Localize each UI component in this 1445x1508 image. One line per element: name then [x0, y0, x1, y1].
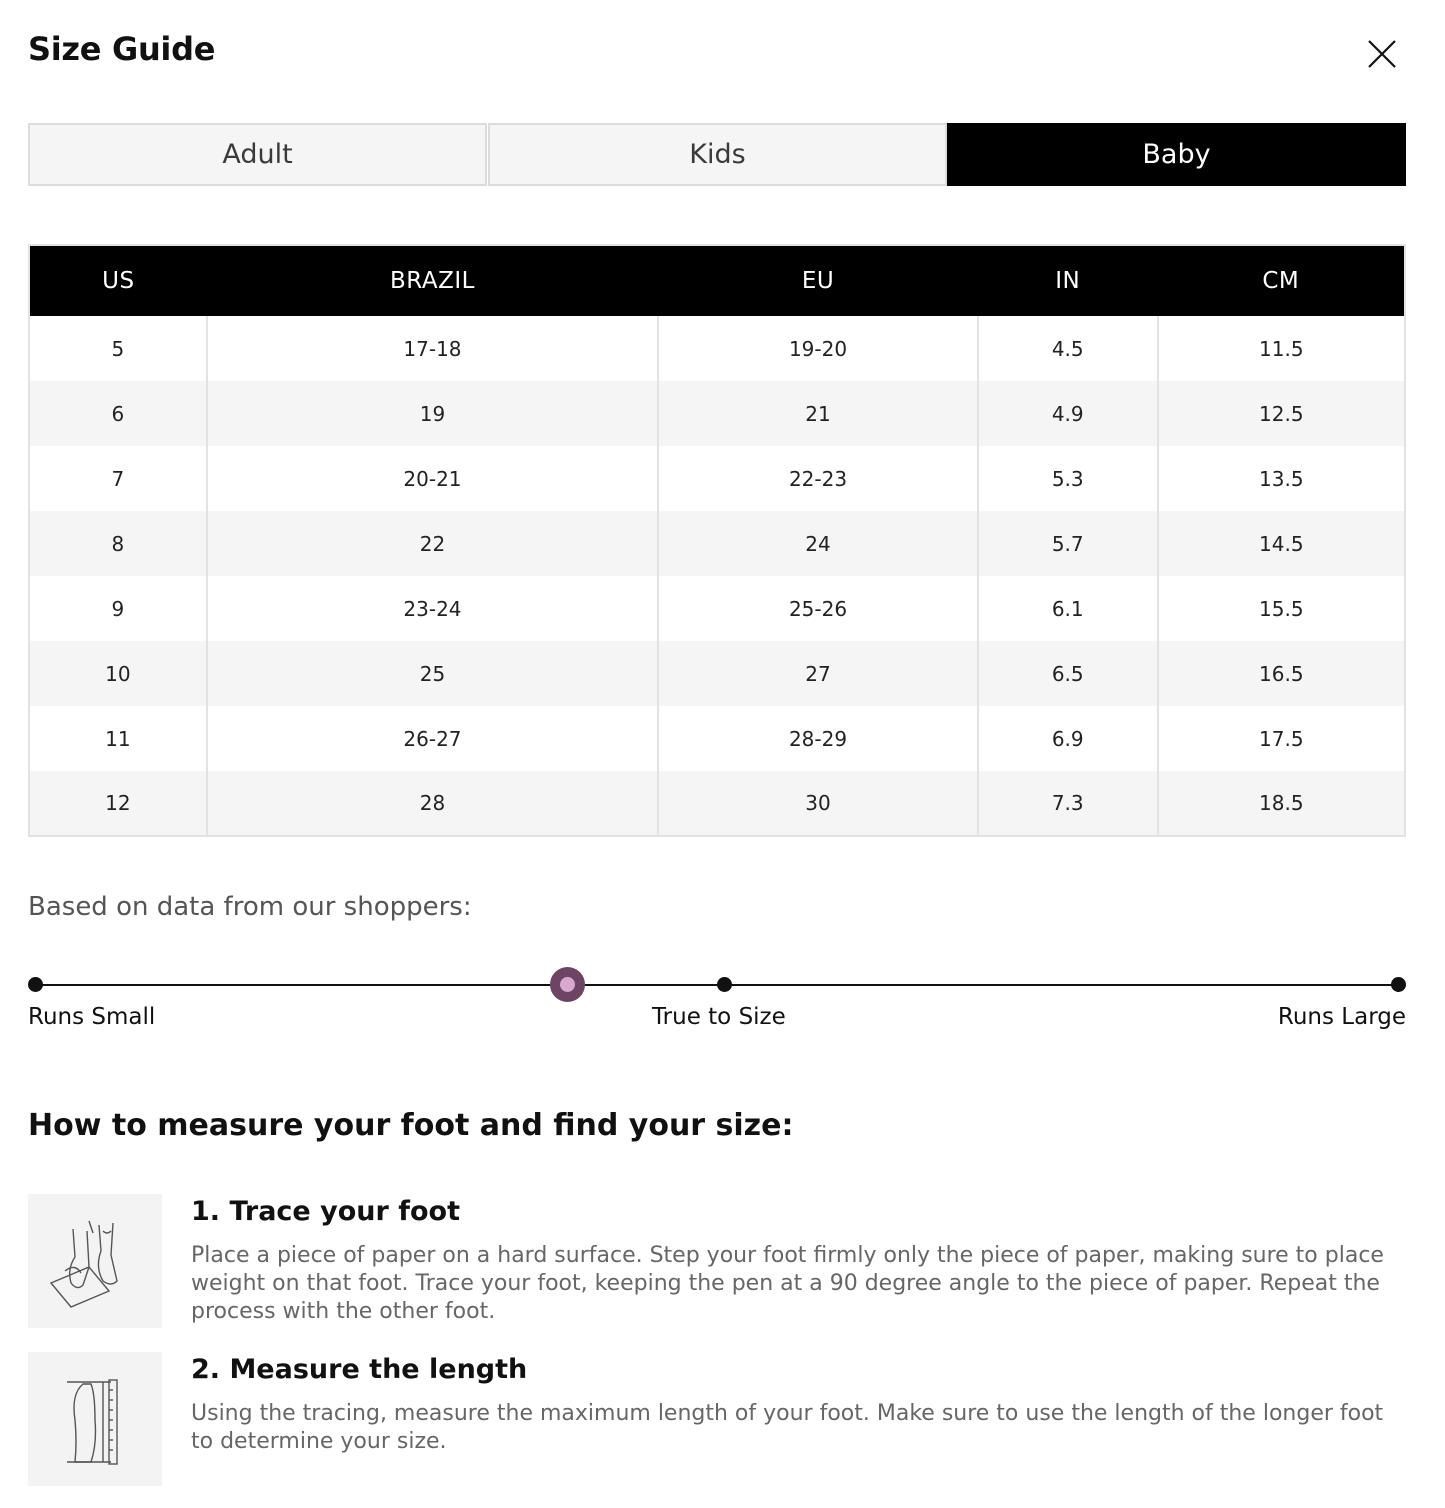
foot-tracing-icon: [45, 1211, 145, 1311]
fit-label-small: Runs Small: [28, 1004, 156, 1030]
table-cell: 6.1: [978, 576, 1158, 641]
table-cell: 10: [29, 641, 207, 706]
table-cell: 7.3: [978, 771, 1158, 836]
table-cell: 4.9: [978, 381, 1158, 446]
table-cell: 4.5: [978, 316, 1158, 381]
measure-step-length: [28, 1352, 1406, 1486]
table-cell: 20-21: [207, 446, 658, 511]
foot-ruler-icon: [45, 1364, 145, 1474]
table-cell: 22-23: [658, 446, 978, 511]
tab-kids[interactable]: Kids: [488, 123, 947, 186]
table-cell: 28-29: [658, 706, 978, 771]
table-cell: 30: [658, 771, 978, 836]
fit-dot-large: [1391, 977, 1406, 992]
table-row: [29, 706, 1405, 771]
step-text: Using the tracing, measure the maximum length of your foot. Make sure to use the length of the longer foot to determine your size.: [191, 1401, 1384, 1454]
fit-dot-small: [28, 977, 43, 992]
table-cell: 6.5: [978, 641, 1158, 706]
table-cell: 22: [207, 511, 658, 576]
table-cell: 17.5: [1158, 706, 1405, 771]
column-header-cm: CM: [1158, 245, 1405, 316]
tab-adult[interactable]: Adult: [28, 123, 487, 186]
column-header-eu: EU: [658, 245, 978, 316]
table-row: [29, 316, 1405, 381]
table-cell: 17-18: [207, 316, 658, 381]
fit-label-true: True to Size: [652, 1004, 786, 1030]
tab-baby[interactable]: Baby: [947, 123, 1406, 186]
table-cell: 25-26: [658, 576, 978, 641]
table-cell: 6.9: [978, 706, 1158, 771]
table-cell: 19: [207, 381, 658, 446]
column-header-us: US: [29, 245, 207, 316]
measure-heading: How to measure your foot and find your size:: [28, 1108, 794, 1143]
foot-tracing-image: [28, 1194, 162, 1328]
table-cell: 8: [29, 511, 207, 576]
table-cell: 26-27: [207, 706, 658, 771]
table-row: [29, 511, 1405, 576]
foot-ruler-image: [28, 1352, 162, 1486]
table-cell: 23-24: [207, 576, 658, 641]
table-cell: 11: [29, 706, 207, 771]
step-title: 1. Trace your foot: [191, 1196, 460, 1227]
table-row: [29, 641, 1405, 706]
table-row: [29, 446, 1405, 511]
table-cell: 6: [29, 381, 207, 446]
fit-rating-marker: [550, 967, 585, 1002]
size-category-tabs: [28, 123, 1406, 186]
table-cell: 5.3: [978, 446, 1158, 511]
fit-intro-text: Based on data from our shoppers:: [28, 892, 472, 922]
fit-label-large: Runs Large: [1277, 1004, 1406, 1030]
step-title: 2. Measure the length: [191, 1354, 528, 1385]
fit-rating-marker-center: [560, 977, 575, 992]
table-cell: 9: [29, 576, 207, 641]
modal-title: Size Guide: [28, 30, 216, 68]
table-cell: 28: [207, 771, 658, 836]
table-cell: 27: [658, 641, 978, 706]
table-cell: 11.5: [1158, 316, 1405, 381]
table-row: [29, 771, 1405, 836]
table-cell: 7: [29, 446, 207, 511]
measure-step-trace: [28, 1194, 1406, 1330]
table-cell: 16.5: [1158, 641, 1405, 706]
column-header-brazil: BRAZIL: [207, 245, 658, 316]
column-header-in: IN: [978, 245, 1158, 316]
step-text: Place a piece of paper on a hard surface. Step your foot firmly only the piece of paper, making sure to place weight on that foot. Trace your foot, keeping the pen at a 90 degree angle to the piece of paper. Repeat the process with the other foot.: [191, 1243, 1384, 1324]
table-cell: 24: [658, 511, 978, 576]
fit-scale: [28, 960, 1406, 1040]
table-row: [29, 381, 1405, 446]
table-cell: 14.5: [1158, 511, 1405, 576]
table-cell: 5.7: [978, 511, 1158, 576]
table-cell: 19-20: [658, 316, 978, 381]
table-row: [29, 576, 1405, 641]
table-cell: 5: [29, 316, 207, 381]
table-cell: 15.5: [1158, 576, 1405, 641]
table-cell: 25: [207, 641, 658, 706]
table-cell: 12: [29, 771, 207, 836]
size-table: [28, 244, 1406, 837]
table-cell: 13.5: [1158, 446, 1405, 511]
close-icon: [1367, 39, 1397, 69]
table-cell: 18.5: [1158, 771, 1405, 836]
table-header-row: [29, 245, 1405, 316]
table-cell: 21: [658, 381, 978, 446]
table-cell: 12.5: [1158, 381, 1405, 446]
close-button[interactable]: [1360, 32, 1404, 76]
fit-dot-true: [717, 977, 732, 992]
